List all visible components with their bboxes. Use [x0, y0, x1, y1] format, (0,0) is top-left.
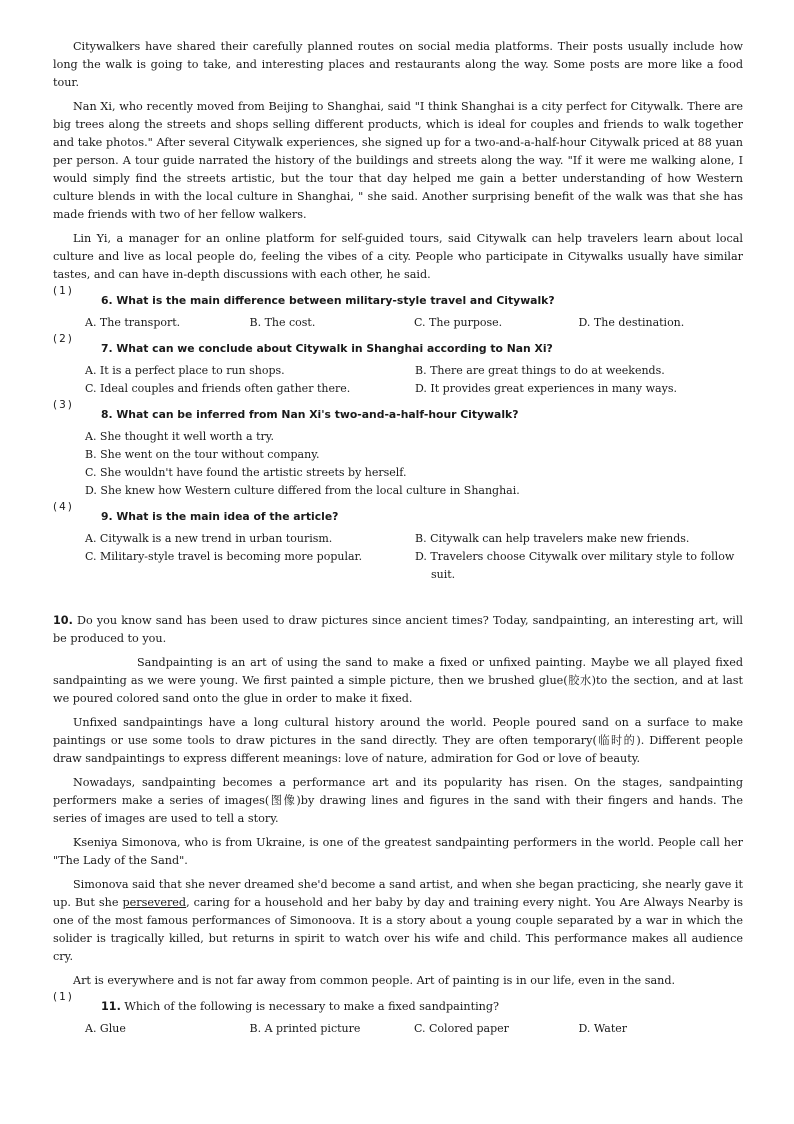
option-d[interactable]: D. She knew how Western culture differed from the local culture in Shanghai.	[85, 484, 520, 497]
question-6	[53, 285, 743, 310]
question-11-options	[53, 1020, 743, 1038]
passage2-paragraph-5	[53, 876, 743, 966]
underlined-word: persevered	[122, 896, 187, 909]
passage1-paragraph-2: Nan Xi, who recently moved from Beijing to Shanghai, said "I think Shanghai is a city perfect for Citywalk. There are big trees along the streets and shops selling different products, which is ideal for couples and friends to walk together and take photos." After several Citywalk experiences, she signed up for a two-and-a-half-hour Citywalk priced at 88 yuan per person. A tour guide narrated the history of the buildings and streets along the way. "If it were me walking alone, I would simply find the streets artistic, but the tour that day helped me gain a better understanding of how Western culture blends in with the local culture in Shanghai, " she said. Another surprising benefit of the walk was that she has made friends with two of her fellow walkers.	[53, 100, 743, 221]
question-stem	[53, 998, 743, 1016]
option-b[interactable]: B. The cost.	[249, 316, 316, 329]
paragraph-text-after: , caring for a household and her baby by day and training every night. You Are Always Nearby is one of the most famous performances of Simonoova. It is a story about a young couple separated by a war in which the solider is tragically killed, but returns in spirit to watch over his wife and child. This performance makes all audience cry.	[53, 896, 743, 963]
option-c[interactable]: C. Military-style travel is becoming more popular.	[85, 550, 363, 563]
question-11	[53, 991, 743, 1016]
passage2-paragraph-2: Unfixed sandpaintings have a long cultural history around the world. People poured sand on a surface to make paintings or use some tools to draw pictures in the sand directly. They are often temporary(临时的). Different people draw sandpaintings to express different meanings: love of nature, admiration for God or love of beauty.	[53, 716, 743, 765]
question-8-options	[53, 428, 743, 500]
option-c[interactable]: C. Colored paper	[414, 1022, 509, 1035]
option-b[interactable]: B. A printed picture	[249, 1022, 361, 1035]
option-c[interactable]: C. Ideal couples and friends often gather there.	[85, 382, 351, 395]
option-d[interactable]: D. Travelers choose Citywalk over military style to follow suit.	[415, 550, 735, 581]
option-c[interactable]: C. The purpose.	[414, 316, 503, 329]
option-a[interactable]: A. She thought it well worth a try.	[85, 430, 274, 443]
question-9-options	[53, 530, 743, 584]
question-number: (2)	[53, 333, 74, 345]
question-6-options	[53, 314, 743, 332]
question-stem: 7. What can we conclude about Citywalk in Shanghai according to Nan Xi?	[101, 342, 553, 355]
paragraph-text-before: Simonova said that she never dreamed she'd become a sand artist, and when she began practicing, she nearly gave it up. But she	[53, 878, 743, 909]
option-b[interactable]: B. Citywalk can help travelers make new friends.	[415, 532, 690, 545]
option-b[interactable]: B. She went on the tour without company.	[85, 448, 320, 461]
passage2-paragraph-6: Art is everywhere and is not far away from common people. Art of painting is in our life, even in the sand.	[73, 974, 676, 987]
option-d[interactable]: D. Water	[578, 1022, 628, 1035]
option-b[interactable]: B. There are great things to do at weekends.	[415, 364, 665, 377]
question-7-options	[53, 362, 743, 398]
question-9	[53, 501, 743, 526]
option-a[interactable]: A. The transport.	[85, 316, 181, 329]
passage2-paragraph-1: Sandpainting is an art of using the sand to make a fixed or unfixed painting. Maybe we all played fixed sandpainting as we were young. We first painted a simple picture, then we brushed glue(胶水)to the section, and at last we poured colored sand onto the glue in order to make it fixed.	[53, 656, 743, 705]
option-c[interactable]: C. She wouldn't have found the artistic streets by herself.	[85, 466, 407, 479]
passage1-paragraph-3: Lin Yi, a manager for an online platform for self-guided tours, said Citywalk can help travelers learn about local culture and live as local people do, feeling the vibes of a city. People who participate in Citywalks usually have similar tastes, and can have in-depth discussions with each other, he said.	[53, 232, 743, 281]
question-stem-text: Which of the following is necessary to make a fixed sandpainting?	[124, 1000, 500, 1013]
passage2-intro-text: Do you know sand has been used to draw pictures since ancient times? Today, sandpainting, an interesting art, will be produced to you.	[53, 614, 743, 645]
option-d[interactable]: D. The destination.	[578, 316, 685, 329]
question-number: (4)	[53, 501, 74, 513]
option-a[interactable]: A. Citywalk is a new trend in urban tourism.	[85, 532, 333, 545]
passage2-intro	[53, 612, 743, 648]
section-spacer	[53, 590, 743, 612]
question-10-number: 10.	[53, 614, 73, 627]
question-stem: 6. What is the main difference between military-style travel and Citywalk?	[101, 294, 555, 307]
question-stem-number: 11.	[101, 1000, 121, 1013]
passage2-paragraph-3: Nowadays, sandpainting becomes a performance art and its popularity has risen. On the stages, sandpainting performers make a series of images(图像)by drawing lines and figures in the sand with their fingers and hands. The series of images are used to tell a story.	[53, 776, 743, 825]
passage2-paragraph-4: Kseniya Simonova, who is from Ukraine, is one of the greatest sandpainting performers in the world. People call her "The Lady of the Sand".	[53, 836, 743, 867]
question-stem: 9. What is the main idea of the article?	[101, 510, 339, 523]
question-number: (3)	[53, 399, 74, 411]
document-page	[53, 38, 743, 1044]
passage1-paragraph-1: Citywalkers have shared their carefully planned routes on social media platforms. Their posts usually include how long the walk is going to take, and interesting places and restaurants along the way. Some posts are more like a food tour.	[53, 40, 743, 89]
question-7	[53, 333, 743, 358]
option-d[interactable]: D. It provides great experiences in many ways.	[415, 382, 677, 395]
question-number: (1)	[53, 991, 74, 1003]
option-a[interactable]: A. It is a perfect place to run shops.	[85, 364, 285, 377]
question-number: (1)	[53, 285, 74, 297]
question-8	[53, 399, 743, 424]
question-stem: 8. What can be inferred from Nan Xi's two-and-a-half-hour Citywalk?	[101, 408, 519, 421]
option-a[interactable]: A. Glue	[85, 1022, 126, 1035]
